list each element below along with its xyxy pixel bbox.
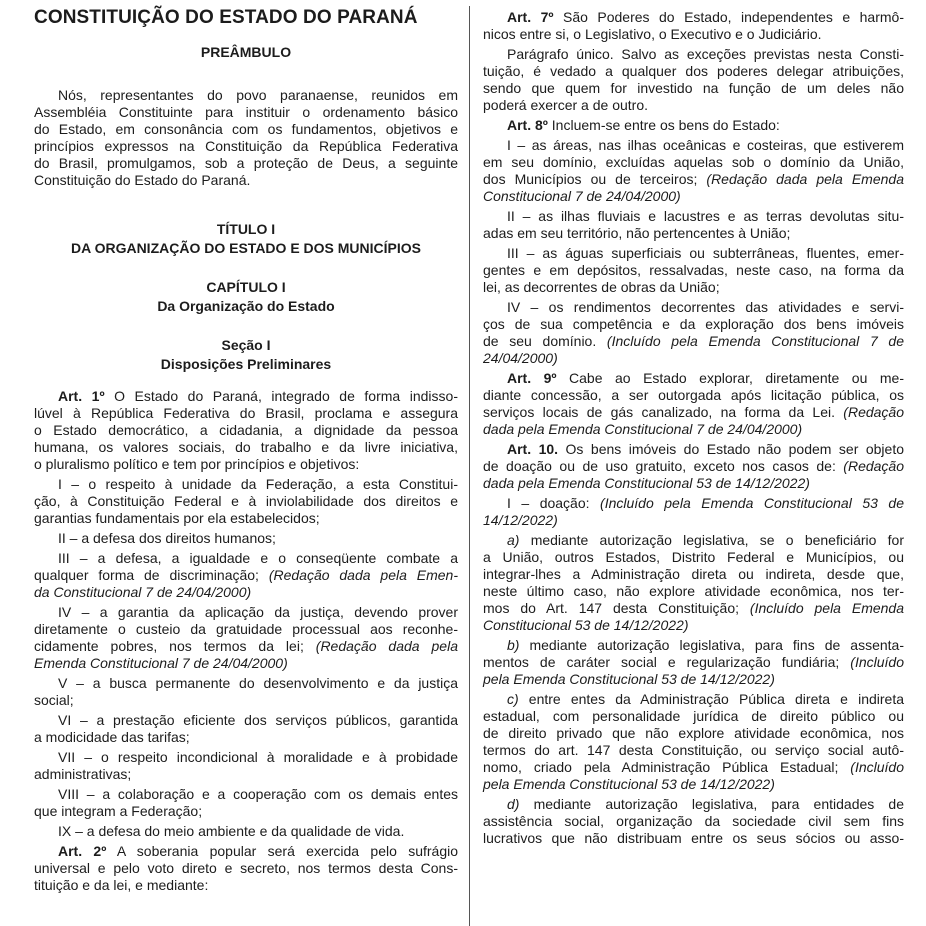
line-text: social; (34, 692, 74, 708)
preamble-heading: PREÂMBULO (200, 44, 292, 60)
amendment-note: dada pela Emenda Constitucional 53 de 14/12/2022) (483, 475, 810, 491)
amendment-note: 14/12/2022) (483, 512, 558, 528)
amendment-note: (Incluído pela Emenda Constitucional 53 de (600, 495, 905, 511)
amendment-note: dada pela Emenda Constitucional 7 de 24/04/2000) (483, 421, 803, 437)
line-text: tuição, é vedado a qualquer dos poderes delegar atribuições, (483, 63, 904, 79)
preamble-line: do Brasil, promulgamos, sob a proteção de Deus, a seguinte (34, 155, 458, 171)
text-line (483, 333, 904, 350)
text-line (483, 566, 904, 583)
line-text: IX – a defesa do meio ambiente e da qualidade de vida. (58, 823, 405, 839)
text-line (34, 476, 458, 493)
line-text: de doação ou de uso gratuito, exceto nos casos de: (483, 458, 844, 474)
right-column (483, 0, 904, 926)
document-title: CONSTITUIÇÃO DO ESTADO DO PARANÁ (34, 7, 418, 28)
text-line (34, 604, 458, 621)
amendment-note: Constitucional 7 de 24/04/2000) (483, 188, 681, 204)
column-divider (469, 6, 470, 926)
line-text: ção, à Constituição Federal e à inviolabilidade dos direitos e (34, 493, 458, 509)
line-text: nomo, criado pela Administração Pública Estadual; (483, 759, 851, 775)
line-text: qualquer forma de discriminação; (34, 567, 269, 583)
secao-label: Seção I (221, 337, 271, 353)
secao-heading (34, 336, 458, 374)
text-line (34, 655, 458, 672)
line-text: cidamente pobres, nos termos da lei; (34, 638, 316, 654)
text-line (34, 712, 458, 729)
amendment-note: (Incluído (850, 759, 904, 775)
article-number: Art. 9º (507, 370, 557, 386)
line-text: VI – a prestação eficiente dos serviços públicos, garantida (58, 712, 458, 728)
text-line (483, 796, 904, 813)
line-text: IV – a garantia da aplicação da justiça, devendo prover (58, 604, 458, 620)
line-text: garantias fundamentais por ela estabelecidos; (34, 510, 320, 526)
line-text: mediante autorização legislativa, para entidades de (519, 796, 904, 812)
text-line (34, 877, 458, 894)
line-text: IV – os rendimentos decorrentes das atividades e servi- (507, 299, 904, 315)
text-line (483, 225, 904, 242)
line-text: diretamente o custeio da gratuidade processual aos reconhe- (34, 621, 458, 637)
text-line (483, 26, 904, 43)
text-line (483, 617, 904, 634)
line-text: universal e pelo voto direto e secreto, nos termos desta Cons- (34, 860, 458, 876)
text-line (34, 510, 458, 527)
text-line (34, 843, 458, 860)
text-line (34, 530, 458, 547)
text-line (483, 9, 904, 26)
text-line (483, 46, 904, 63)
text-line (483, 245, 904, 262)
text-line (34, 550, 458, 567)
text-line (483, 154, 904, 171)
text-line (34, 456, 458, 473)
text-line (483, 691, 904, 708)
text-line (34, 493, 458, 510)
text-line (34, 675, 458, 692)
line-text: III – as águas superficiais ou subterrâneas, fluentes, emer- (507, 245, 904, 261)
line-text: I – as áreas, nas ilhas oceânicas e costeiras, que estiverem (507, 137, 904, 153)
text-line (34, 766, 458, 783)
text-line (483, 813, 904, 830)
amendment-note: Constitucional 53 de 14/12/2022) (483, 617, 689, 633)
preamble-line: do Estado, em consonância com os fundamentos, objetivos e (34, 121, 458, 137)
text-line (483, 421, 904, 438)
line-text: sendo que quem for investido na função de um deles não (483, 80, 904, 96)
text-line (483, 458, 904, 475)
text-line (483, 188, 904, 205)
article-number: Art. 10. (507, 441, 559, 457)
line-text: VII – o respeito incondicional à moralidade e à probidade (58, 749, 458, 765)
line-text: nicos entre si, o Legislativo, o Executivo e o Judiciário. (483, 26, 822, 42)
line-text: lucrativos que não distribuam entre os seus sócios ou asso- (483, 830, 904, 846)
amendment-note: (Incluído pela Emenda Constitucional 7 de (606, 333, 904, 349)
preamble-line: Assembléia Constituinte para instituir o ordenamento básico (34, 104, 458, 120)
text-line (34, 439, 458, 456)
line-text: III – a defesa, a igualdade e o conseqüente combate a (58, 550, 458, 566)
text-line (483, 262, 904, 279)
left-column (34, 0, 458, 926)
text-line (34, 692, 458, 709)
line-text: mentos de caráter social e regularização fundiária; (483, 654, 851, 670)
text-line (34, 638, 458, 655)
line-text: de direito privado que não explore atividade econômica, nos (483, 725, 904, 741)
preamble-body (34, 87, 458, 189)
text-line (34, 388, 458, 405)
amendment-note: (Redação (843, 458, 904, 474)
text-line (483, 671, 904, 688)
amendment-note: da Constitucional 7 de 24/04/2000) (34, 584, 252, 600)
amendment-note: pela Emenda Constitucional 53 de 14/12/2022) (483, 671, 775, 687)
text-line (34, 823, 458, 840)
text-line (34, 729, 458, 746)
titulo-name: DA ORGANIZAÇÃO DO ESTADO E DOS MUNICÍPIOS (70, 240, 421, 256)
text-line (483, 600, 904, 617)
text-line (483, 208, 904, 225)
text-line (34, 786, 458, 803)
line-text: o pluralismo político e tem por princípios e objetivos: (34, 456, 360, 472)
line-text: dos Municípios ou de terceiros; (483, 171, 707, 187)
line-text: VIII – a colaboração e a cooperação com os demais entes (58, 786, 458, 802)
line-text: II – a defesa dos direitos humanos; (58, 530, 276, 546)
text-line (483, 759, 904, 776)
capitulo-heading (34, 278, 458, 316)
text-line (483, 299, 904, 316)
left-body (34, 388, 458, 894)
amendment-note: (Redação dada pela Emen- (268, 567, 458, 583)
text-line (483, 637, 904, 654)
preamble-line: Nós, representantes do povo paranaense, reunidos em (58, 87, 458, 103)
amendment-note: pela Emenda Constitucional 53 de 14/12/2022) (483, 776, 775, 792)
text-line (483, 725, 904, 742)
line-text: ços de sua competência e da exploração dos bens imóveis (483, 316, 904, 332)
line-text: neste último caso, não explore atividade econômica, nos ter- (483, 583, 904, 599)
text-line (483, 171, 904, 188)
line-text: humana, os valores sociais, do trabalho e da livre iniciativa, (34, 439, 458, 455)
text-line (483, 495, 904, 512)
text-line (483, 708, 904, 725)
line-text: de seu domínio. (483, 333, 607, 349)
item-letter: a) (507, 532, 520, 548)
text-line (483, 742, 904, 759)
titulo-label: TÍTULO I (216, 221, 276, 237)
text-line (483, 137, 904, 154)
item-letter: c) (507, 691, 519, 707)
secao-name: Disposições Preliminares (160, 356, 332, 372)
text-line (34, 803, 458, 820)
text-line (34, 584, 458, 601)
line-text: O Estado do Paraná, integrado de forma indisso- (104, 388, 458, 404)
line-text: Os bens imóveis do Estado não podem ser objeto (558, 441, 904, 457)
right-body (483, 9, 904, 847)
text-line (34, 567, 458, 584)
line-text: poderá exercer a de outro. (483, 97, 648, 113)
text-line (483, 97, 904, 114)
item-letter: d) (507, 796, 520, 812)
text-line (483, 404, 904, 421)
text-line (483, 316, 904, 333)
amendment-note: (Redação dada pela (315, 638, 458, 654)
line-text: São Poderes do Estado, independentes e harmô- (553, 9, 904, 25)
text-line (483, 776, 904, 793)
preamble-section (34, 44, 458, 60)
line-text: lei, as decorrentes de obras da União; (483, 279, 720, 295)
line-text: que integram a Federação; (34, 803, 203, 819)
line-text: tituição e da lei, e mediante: (34, 877, 209, 893)
line-text: a modicidade das tarifas; (34, 729, 190, 745)
text-line (34, 405, 458, 422)
line-text: termos do art. 147 desta Constituição, ou serviço social autô- (483, 742, 904, 758)
titulo-heading (34, 220, 458, 258)
line-text: Cabe ao Estado explorar, diretamente ou me- (556, 370, 904, 386)
line-text: V – a busca permanente do desenvolvimento e da justiça (58, 675, 458, 691)
text-line (483, 279, 904, 296)
line-text: adas em seu território, não pertencentes à União; (483, 225, 791, 241)
text-line (34, 860, 458, 877)
text-line (483, 441, 904, 458)
line-text: entre entes da Administração Pública direta e indireta (518, 691, 904, 707)
line-text: Parágrafo único. Salvo as exceções previstas nesta Consti- (507, 46, 904, 62)
text-line (483, 350, 904, 367)
text-line (483, 549, 904, 566)
text-line (483, 117, 904, 134)
amendment-note: (Redação dada pela Emenda (706, 171, 904, 187)
amendment-note: (Incluído pela Emenda (749, 600, 904, 616)
text-line (483, 387, 904, 404)
line-text: Incluem-se entre os bens do Estado: (547, 117, 780, 133)
text-line (34, 422, 458, 439)
amendment-note: 24/04/2000) (483, 350, 558, 366)
capitulo-label: CAPÍTULO I (206, 279, 286, 295)
line-text: administrativas; (34, 766, 132, 782)
line-text: a União, outros Estados, Distrito Federal e Municípios, ou (483, 549, 904, 565)
article-number: Art. 7º (507, 9, 554, 25)
line-text: estadual, com personalidade jurídica de direito público ou (483, 708, 904, 724)
line-text: integrar-lhes a Administração direta ou indireta, desde que, (483, 566, 904, 582)
line-text: diante concessão, a ser outorgada após licitação pública, os (483, 387, 904, 403)
line-text: assistência social, organização da sociedade civil sem fins (483, 813, 904, 829)
amendment-note: (Redação (843, 404, 904, 420)
article-number: Art. 2º (58, 843, 107, 859)
article-number: Art. 1º (58, 388, 105, 404)
article-number: Art. 8º (507, 117, 548, 133)
text-line (483, 532, 904, 549)
text-line (483, 63, 904, 80)
line-text: mos do Art. 147 desta Constituição; (483, 600, 750, 616)
capitulo-name: Da Organização do Estado (157, 298, 335, 314)
line-text: lúvel à República Federativa do Brasil, proclama e assegura (34, 405, 458, 421)
line-text: mediante autorização legislativa, se o beneficiário for (519, 532, 904, 548)
amendment-note: (Incluído (850, 654, 904, 670)
amendment-note: Emenda Constitucional 7 de 24/04/2000) (34, 655, 288, 671)
preamble-line: Constituição do Estado do Paraná. (34, 172, 251, 188)
text-line (483, 654, 904, 671)
item-letter: b) (507, 637, 520, 653)
text-line (483, 475, 904, 492)
preamble-line: princípios expressos na Constituição da República Federativa (34, 138, 458, 154)
text-line (483, 370, 904, 387)
line-text: o Estado democrático, a cidadania, a dignidade da pessoa (34, 422, 458, 438)
line-text: gentes e em depósitos, ressalvadas, neste caso, na forma da (483, 262, 904, 278)
line-text: I – o respeito à unidade da Federação, a esta Constitui- (58, 476, 458, 492)
text-line (34, 749, 458, 766)
text-line (483, 512, 904, 529)
text-line (483, 80, 904, 97)
line-text: mediante autorização legislativa, para fins de assenta- (519, 637, 904, 653)
line-text: serviços locais de gás canalizado, na forma da Lei. (483, 404, 844, 420)
line-text: II – as ilhas fluviais e lacustres e as terras devolutas situ- (507, 208, 904, 224)
text-line (483, 830, 904, 847)
text-line (34, 621, 458, 638)
line-text: em seu domínio, excluídas aquelas sob o domínio da União, (483, 154, 904, 170)
line-text: I – doação: (507, 495, 601, 511)
line-text: A soberania popular será exercida pelo sufrágio (106, 843, 459, 859)
text-line (483, 583, 904, 600)
